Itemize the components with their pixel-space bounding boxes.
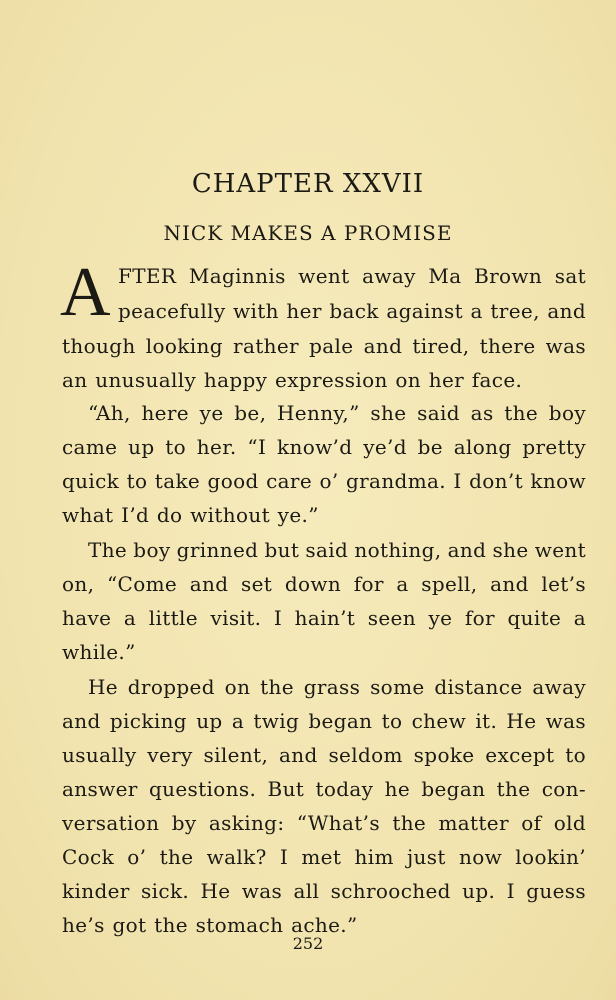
text-line: peacefully with her back against a tree, and (118, 299, 586, 323)
text-line: usually very silent, and seldom spoke except to (62, 743, 586, 767)
text-line: on, “Come and set down for a spell, and let’s (62, 572, 586, 596)
text-line: “Ah, here ye be, Henny,” she said as the boy (88, 401, 586, 425)
text-line: though looking rather pale and tired, there was (62, 334, 586, 358)
text-line: He dropped on the grass some distance away (88, 675, 586, 699)
text-line: quick to take good care o’ grandma. I don’t know (62, 469, 586, 493)
text-line: what I’d do without ye.” (62, 503, 319, 527)
text-line: and picking up a twig began to chew it. He was (62, 709, 586, 733)
text-line: have a little visit. I hain’t seen ye for quite a (62, 606, 586, 630)
text-line: Cock o’ the walk? I met him just now lookin’ (62, 845, 586, 869)
text-line: answer questions. But today he began the con- (62, 777, 586, 801)
text-line: came up to her. “I know’d ye’d be along pretty (62, 435, 586, 459)
text-line: while.” (62, 640, 136, 664)
text-line: FTER Maginnis went away Ma Brown sat (118, 264, 586, 288)
text-line: he’s got the stomach ache.” (62, 913, 358, 937)
text-line: versation by asking: “What’s the matter of old (62, 811, 586, 835)
text-line: The boy grinned but said nothing, and she went (88, 538, 586, 562)
chapter-heading: CHAPTER XXVII (191, 169, 425, 199)
chapter-title: NICK MAKES A PROMISE (163, 221, 453, 245)
text-line: an unusually happy expression on her face. (62, 368, 523, 392)
text-line: kinder sick. He was all schrooched up. I guess (62, 879, 586, 903)
page-number: 252 (292, 934, 324, 953)
drop-cap: A (60, 254, 111, 331)
